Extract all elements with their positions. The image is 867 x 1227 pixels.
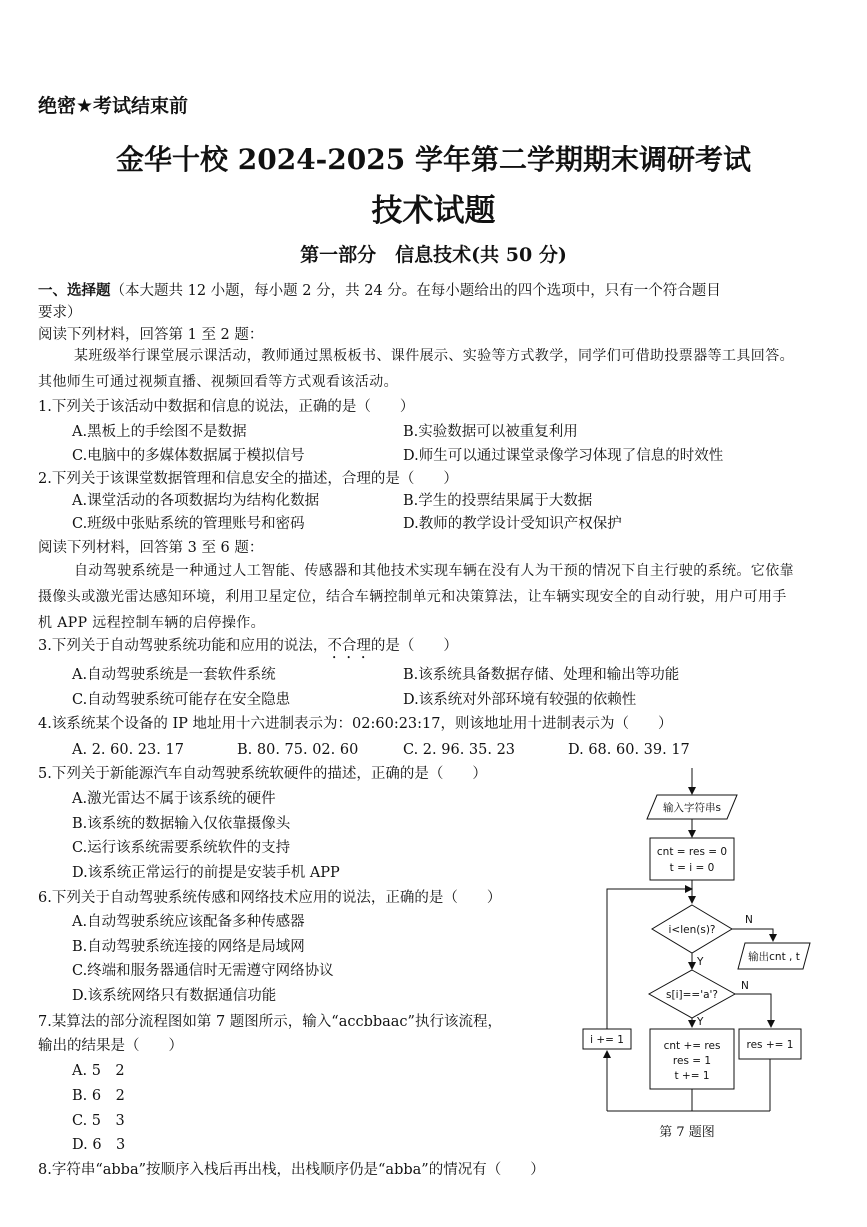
flow-arrow bbox=[732, 929, 773, 941]
part-title: 第一部分 信息技术(共 50 分) bbox=[300, 244, 567, 266]
figure-caption: 第 7 题图 bbox=[659, 1125, 715, 1140]
q6-option-d: D.该系统网络只有数据通信功能 bbox=[72, 988, 277, 1004]
flow-init-text-2: t = i = 0 bbox=[669, 862, 715, 874]
q5-option-a: A.激光雷达不属于该系统的硬件 bbox=[72, 791, 276, 807]
q4-option-a: A. 2. 60. 23. 17 bbox=[72, 742, 184, 758]
q7-stem-line2: 输出的结果是（ ） bbox=[38, 1038, 183, 1054]
section-label: 一、选择题 bbox=[38, 282, 111, 299]
q7-option-d: D. 6 3 bbox=[72, 1137, 126, 1153]
q7-option-c: C. 5 3 bbox=[72, 1113, 125, 1129]
flow-arrow bbox=[735, 994, 771, 1027]
q8-stem: 8.字符串“abba”按顺序入栈后再出栈，出栈顺序仍是“abba”的情况有（ ） bbox=[38, 1162, 545, 1178]
q6-option-b: B.自动驾驶系统连接的网络是局域网 bbox=[72, 939, 305, 955]
q3-stem-post: 的是（ ） bbox=[370, 638, 458, 654]
q4-option-b: B. 80. 75. 02. 60 bbox=[237, 742, 359, 758]
q1-option-c: C.电脑中的多媒体数据属于模拟信号 bbox=[72, 448, 305, 464]
q7-option-a: A. 5 2 bbox=[72, 1063, 125, 1079]
q6-option-c: C.终端和服务器通信时无需遵守网络协议 bbox=[72, 963, 334, 979]
q2-stem: 2.下列关于该课堂数据管理和信息安全的描述，合理的是（ ） bbox=[38, 471, 458, 487]
q5-option-c: C.运行该系统需要系统软件的支持 bbox=[72, 840, 291, 856]
q2-option-a: A.课堂活动的各项数据均为结构化数据 bbox=[72, 493, 320, 509]
q4-option-c: C. 2. 96. 35. 23 bbox=[403, 742, 516, 758]
q3-option-d: D.该系统对外部环境有较强的依赖性 bbox=[403, 692, 637, 708]
flow-yes-box-text-1: cnt += res bbox=[663, 1040, 721, 1052]
q1-stem: 1.下列关于该活动中数据和信息的说法，正确的是（ ） bbox=[38, 399, 415, 415]
q2-option-d: D.教师的教学设计受知识产权保护 bbox=[403, 516, 622, 532]
exam-title: 金华十校 2024-2025 学年第二学期期末调研考试 bbox=[116, 143, 751, 176]
flow-loop-condition-text: i<len(s)? bbox=[668, 924, 716, 936]
q1-option-d: D.师生可以通过课堂录像学习体现了信息的时效性 bbox=[403, 448, 724, 464]
confidential-label: 绝密★考试结束前 bbox=[38, 95, 189, 117]
q5-option-b: B.该系统的数据输入仅依靠摄像头 bbox=[72, 816, 291, 832]
q2-option-c: C.班级中张贴系统的管理账号和密码 bbox=[72, 516, 305, 532]
q5-option-d: D.该系统正常运行的前提是安装手机 APP bbox=[72, 865, 340, 881]
reading-intro-2: 阅读下列材料，回答第 3 至 6 题： bbox=[38, 540, 264, 556]
q4-option-d: D. 68. 60. 39. 17 bbox=[568, 742, 690, 758]
q3-option-a: A.自动驾驶系统是一套软件系统 bbox=[72, 667, 276, 683]
q3-option-b: B.该系统具备数据存储、处理和输出等功能 bbox=[403, 667, 680, 683]
flow-init-text-1: cnt = res = 0 bbox=[656, 846, 728, 858]
reading-intro-1: 阅读下列材料，回答第 1 至 2 题： bbox=[38, 327, 264, 343]
flow-yes-label-2: Y bbox=[697, 1016, 704, 1028]
flow-input-text: 输入字符串s bbox=[663, 802, 721, 814]
q5-stem: 5.下列关于新能源汽车自动驾驶系统软硬件的描述，正确的是（ ） bbox=[38, 766, 487, 782]
q7-option-b: B. 6 2 bbox=[72, 1088, 125, 1104]
q3-stem-emphasis: 不合理 bbox=[327, 638, 371, 654]
q6-option-a: A.自动驾驶系统应该配备多种传感器 bbox=[72, 914, 305, 930]
q3-stem-pre: 3.下列关于自动驾驶系统功能和应用的说法， bbox=[38, 638, 328, 654]
flow-inc-text: i += 1 bbox=[590, 1034, 624, 1046]
reading-passage-1: 某班级举行课堂展示课活动，教师通过黑板板书、课件展示、实验等方式教学，同学们可借助投票器等工具回答。其他师生可通过视频直播、视频回看等方式观看该活动。 bbox=[38, 348, 794, 390]
flow-output-text: 输出cnt , t bbox=[748, 951, 800, 963]
q7-stem-line1: 7.某算法的部分流程图如第 7 题图所示，输入“accbbaac”执行该流程， bbox=[38, 1014, 502, 1030]
q6-stem: 6.下列关于自动驾驶系统传感和网络技术应用的说法，正确的是（ ） bbox=[38, 890, 502, 906]
section-desc: （本大题共 12 小题，每小题 2 分，共 24 分。在每小题给出的四个选项中，只有一个符合题目 bbox=[110, 283, 721, 299]
flow-yes-box-text-3: t += 1 bbox=[674, 1070, 710, 1082]
reading-passage-2: 自动驾驶系统是一种通过人工智能、传感器和其他技术实现车辆在没有人为干预的情况下自主行驶的系统。它依靠摄像头或激光雷达感知环境，利用卫星定位，结合车辆控制单元和决策算法，让车辆实现安全的自动行驶，用户可用手机 APP 远程控制车辆的启停操作。 bbox=[38, 563, 794, 631]
q1-option-b: B.实验数据可以被重复利用 bbox=[403, 424, 578, 440]
q3-option-c: C.自动驾驶系统可能存在安全隐患 bbox=[72, 692, 291, 708]
subject-title: 技术试题 bbox=[371, 193, 496, 229]
flow-no-label-1: N bbox=[745, 914, 753, 926]
section-desc-cont: 要求） bbox=[38, 305, 82, 321]
flowchart-figure bbox=[575, 765, 835, 1150]
flow-char-condition-text: s[i]=='a'? bbox=[666, 989, 718, 1001]
flow-yes-box-text-2: res = 1 bbox=[672, 1055, 712, 1067]
flow-no-label-2: N bbox=[741, 980, 749, 992]
q3-stem bbox=[38, 636, 458, 662]
q4-stem: 4.该系统某个设备的 IP 地址用十六进制表示为：02:60:23:17，则该地址用十进制表示为（ ） bbox=[38, 716, 673, 732]
q1-option-a: A.黑板上的手绘图不是数据 bbox=[72, 424, 247, 440]
q2-option-b: B.学生的投票结果属于大数据 bbox=[403, 493, 593, 509]
section-heading bbox=[38, 281, 721, 301]
flow-yes-label-1: Y bbox=[697, 956, 704, 968]
flow-no-box-text: res += 1 bbox=[746, 1039, 794, 1051]
